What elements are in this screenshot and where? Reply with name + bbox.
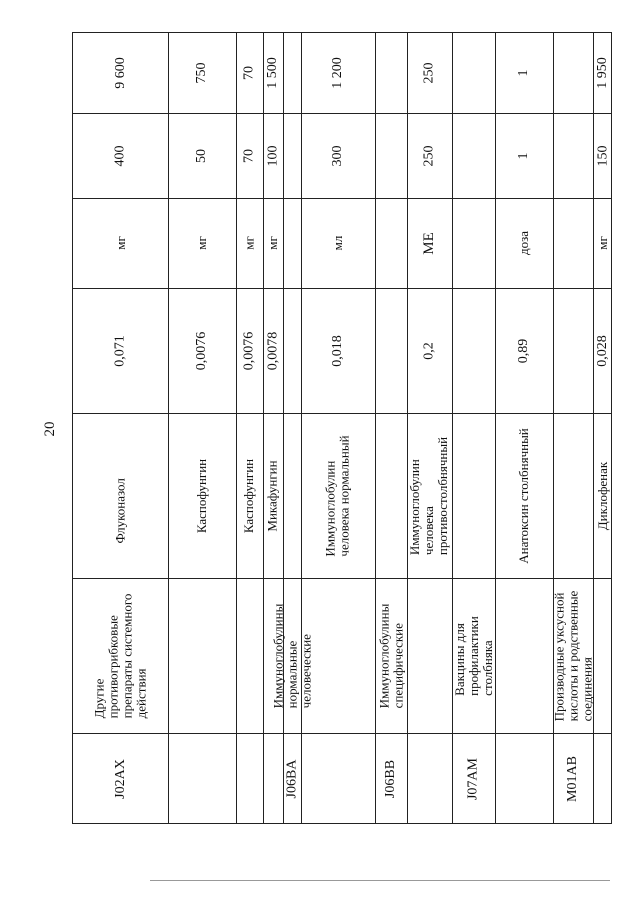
cell-dose — [495, 113, 553, 198]
group-text: Производные уксусной — [551, 592, 566, 721]
ddd-text: 0,2 — [421, 341, 437, 360]
total-text: 9 600 — [112, 57, 128, 89]
cell-ddd — [73, 288, 168, 413]
total-text: 1 — [516, 69, 531, 77]
drug-text: Иммуноглобулин — [407, 458, 423, 555]
cell-drug — [263, 413, 283, 578]
cell-group — [553, 578, 593, 733]
ddd-text: 0,018 — [330, 334, 345, 367]
code-text: J06BA — [284, 759, 299, 799]
total-text: 1 500 — [265, 57, 280, 89]
drug-table — [72, 32, 612, 824]
drug-text: Анатоксин столбнячный — [516, 427, 531, 564]
drug-text: Флуконазол — [112, 477, 128, 543]
drug-text: Микафунгин — [265, 459, 280, 532]
unit-text: мг — [112, 236, 128, 250]
cell-unit — [495, 198, 553, 288]
cell-ddd — [236, 288, 263, 413]
code-text: J07AM — [465, 758, 481, 801]
cell-code — [375, 733, 407, 825]
unit-text: мл — [330, 235, 345, 251]
cell-dose — [236, 113, 263, 198]
total-text: 70 — [241, 66, 257, 80]
cell-code — [73, 733, 168, 825]
group-text: нормальные — [284, 640, 299, 708]
cell-unit — [236, 198, 263, 288]
cell-total — [593, 33, 613, 113]
drug-text: противостолбнячный — [435, 436, 451, 555]
group-text: столбняка — [479, 639, 495, 696]
cell-unit — [301, 198, 375, 288]
total-text: 1 950 — [595, 57, 610, 89]
cell-unit — [407, 198, 452, 288]
cell-ddd — [593, 288, 613, 413]
dose-text: 400 — [112, 145, 128, 166]
dose-text: 50 — [194, 148, 209, 163]
cell-total — [495, 33, 553, 113]
cell-ddd — [495, 288, 553, 413]
group-text: противогрибковые — [105, 614, 121, 718]
cell-ddd — [263, 288, 283, 413]
group-text: Другие — [91, 678, 107, 718]
cell-total — [263, 33, 283, 113]
code-text: J06BB — [383, 759, 398, 799]
group-text: человеческие — [298, 633, 313, 708]
ddd-text: 0,0078 — [265, 331, 280, 370]
cell-group — [375, 578, 407, 733]
cell-dose — [73, 113, 168, 198]
group-text: профилактики — [465, 615, 481, 696]
total-text: 750 — [194, 62, 209, 84]
unit-text: мг — [265, 236, 280, 250]
cell-code — [283, 733, 301, 825]
group-text: соединения — [579, 656, 594, 721]
cell-unit — [168, 198, 236, 288]
cell-drug — [495, 413, 553, 578]
cell-dose — [168, 113, 236, 198]
drug-text: Каспофунгин — [194, 458, 209, 533]
cell-total — [301, 33, 375, 113]
total-text: 250 — [421, 62, 437, 84]
unit-text: мг — [194, 236, 209, 250]
group-text: специфические — [390, 622, 405, 708]
cell-code — [553, 733, 593, 825]
group-text: Вакцины для — [451, 622, 467, 696]
cell-drug — [73, 413, 168, 578]
group-text: действия — [133, 667, 149, 718]
group-text: кислоты и родственные — [565, 590, 580, 721]
cell-group — [452, 578, 495, 733]
drug-text: Иммуноглобулин — [323, 460, 338, 557]
cell-dose — [263, 113, 283, 198]
ddd-text: 0,071 — [112, 334, 128, 367]
unit-text: мг — [595, 236, 610, 250]
drug-text: человека — [421, 505, 437, 555]
unit-text: доза — [516, 230, 531, 256]
total-text: 1 200 — [330, 57, 345, 89]
cell-ddd — [407, 288, 452, 413]
ddd-text: 0,89 — [516, 338, 531, 363]
dose-text: 150 — [595, 145, 610, 166]
cell-drug — [301, 413, 375, 578]
drug-text: человека нормальный — [337, 434, 352, 557]
cell-dose — [407, 113, 452, 198]
cell-ddd — [301, 288, 375, 413]
cell-total — [236, 33, 263, 113]
page-number: 20 — [42, 421, 58, 437]
ddd-text: 0,028 — [595, 334, 610, 367]
cell-drug — [168, 413, 236, 578]
dose-text: 1 — [516, 152, 531, 159]
group-text: препараты системного — [119, 593, 135, 718]
dose-text: 70 — [241, 148, 257, 163]
cell-drug — [593, 413, 613, 578]
group-text: Иммуноглобулины — [270, 603, 285, 708]
code-text: M01AB — [565, 756, 580, 802]
dose-text: 300 — [330, 145, 345, 166]
cell-group — [270, 578, 313, 733]
cell-dose — [301, 113, 375, 198]
unit-text: мг — [241, 236, 257, 250]
cell-dose — [593, 113, 613, 198]
cell-ddd — [168, 288, 236, 413]
cell-total — [168, 33, 236, 113]
cell-total — [407, 33, 452, 113]
code-text: J02AX — [112, 759, 128, 799]
drug-text: Каспофунгин — [241, 458, 257, 533]
cell-total — [73, 33, 168, 113]
ddd-text: 0,0076 — [194, 331, 209, 370]
unit-text: МЕ — [421, 231, 437, 255]
bottom-divider — [150, 880, 610, 881]
drug-text: Диклофенак — [595, 461, 610, 530]
dose-text: 100 — [265, 145, 280, 166]
cell-unit — [73, 198, 168, 288]
cell-drug — [236, 413, 263, 578]
cell-unit — [263, 198, 283, 288]
cell-group — [73, 578, 168, 733]
group-text: Иммуноглобулины — [376, 603, 391, 708]
dose-text: 250 — [421, 145, 437, 166]
cell-unit — [593, 198, 613, 288]
ddd-text: 0,0076 — [241, 331, 257, 370]
cell-drug — [407, 413, 452, 578]
cell-code — [452, 733, 495, 825]
